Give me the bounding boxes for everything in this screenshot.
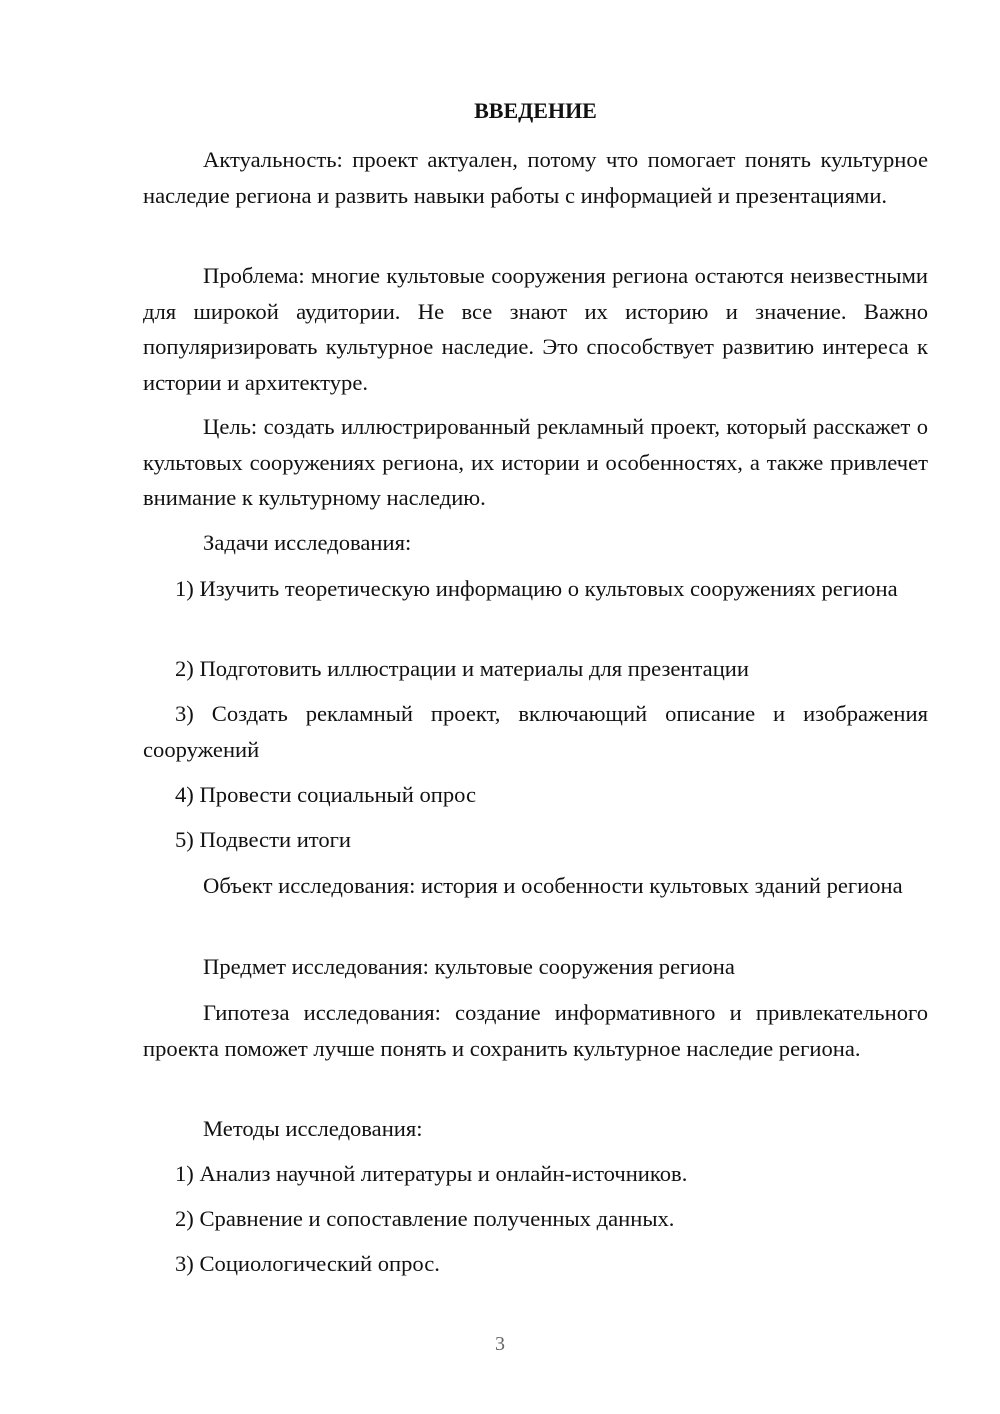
task-item: 4) Провести социальный опрос bbox=[175, 782, 477, 807]
task-item: 2) Подготовить иллюстрации и материалы для презентации bbox=[175, 656, 749, 681]
page-title: ВВЕДЕНИЕ bbox=[474, 98, 597, 123]
hypothesis-paragraph: Гипотеза исследования: создание информативного и привлекательного проекта поможет лучше понять и сохранить культурное наследие региона. bbox=[143, 1000, 928, 1061]
methods-heading: Методы исследования: bbox=[203, 1116, 423, 1141]
relevance-paragraph: Актуальность: проект актуален, потому что помогает понять культурное наследие региона и развить навыки работы с информацией и презентациями. bbox=[143, 147, 928, 208]
task-item: 5) Подвести итоги bbox=[175, 827, 352, 852]
task-item: 3) Создать рекламный проект, включающий описание и изображения сооружений bbox=[143, 701, 928, 762]
method-item: 3) Социологический опрос. bbox=[175, 1251, 440, 1276]
method-item: 2) Сравнение и сопоставление полученных данных. bbox=[175, 1206, 675, 1231]
problem-paragraph: Проблема: многие культовые сооружения региона остаются неизвестными для широкой аудитории. Не все знают их историю и значение. Важно популяризировать культурное наследие. Это способствует развитию интереса к истории и архитектуре. bbox=[143, 263, 928, 395]
goal-paragraph: Цель: создать иллюстрированный рекламный проект, который расскажет о культовых сооружениях региона, их истории и особенностях, а также привлечет внимание к культурному наследию. bbox=[143, 414, 928, 510]
tasks-heading: Задачи исследования: bbox=[203, 530, 412, 555]
object-paragraph: Объект исследования: история и особенности культовых зданий региона bbox=[203, 873, 903, 898]
method-item: 1) Анализ научной литературы и онлайн-источников. bbox=[175, 1161, 688, 1186]
page-number: 3 bbox=[495, 1333, 505, 1355]
task-item: 1) Изучить теоретическую информацию о культовых сооружениях региона bbox=[175, 576, 898, 601]
subject-paragraph: Предмет исследования: культовые сооружения региона bbox=[203, 954, 735, 979]
